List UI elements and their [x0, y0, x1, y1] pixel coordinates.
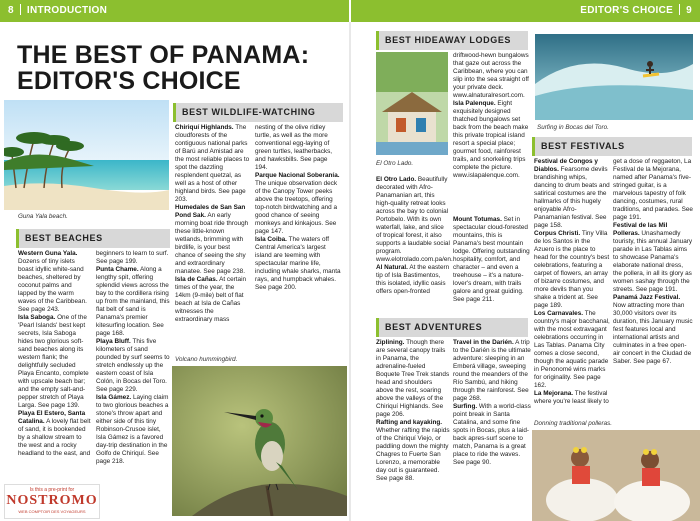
entry-paragraph: [96, 266, 170, 338]
entry-title: Rafting and kayaking.: [376, 419, 443, 426]
entry-text: The waters off Central America's largest island are teeming with spectacular marine life, including whale sharks, manta rays, and humpback whales. See page 200.: [255, 236, 341, 291]
entry-text: Eight exquisitely designed thatched bungalows set back from the beach make this private tropical island resort a special place; gourmet food, rainforest trails, and snorkeling trips complete the picture. www.islapalenque.com.: [453, 100, 529, 179]
entry-text: Dozens of tiny islets boast idyllic white-sand beaches, sheltered by coconut palms and lapped by the warm waves of the Caribbean. See page 243.: [18, 258, 87, 313]
entry-title: El Otro Lado.: [376, 176, 417, 183]
entry-title: Al Natural.: [376, 264, 408, 271]
entry-text: get a dose of reggaeton, La Festival de la Mejorana, named after Panama's five-stringed guitar, is a marvelous tapestry of folk dancing, costumes, rural traditions, and parades. See page 191.: [613, 158, 693, 221]
entry-text: Unashamedly touristy, this annual January parade in Las Tablas aims to showcase Panama's elaborate national dress, the pollera, in all its glory as women sashay through the streets. See page 191.: [613, 230, 693, 293]
watermark-stamp: [4, 484, 100, 519]
wildlife-column-2: [255, 124, 341, 292]
left-section-label: INTRODUCTION: [26, 5, 108, 16]
entry-text: The unique observation deck of the Canopy Tower peeks above the treetops, offering top-notch birdwatching and a good chance of seeing monkeys and kinkajous. See page 147.: [255, 180, 338, 235]
entry-paragraph: [534, 390, 610, 406]
entry-text: Now attracting more than 30,000 visitors over its duration, this January music fest features local and international artists and culminates in a free open-air concert in the Ciudad de Saber. See page 67.: [613, 302, 693, 365]
entry-text: driftwood-hewn bungalows that gaze out across the Caribbean, where you can slip into the sea straight off your private deck. www.alnaturalresort.com.: [453, 52, 529, 99]
entry-text: beginners to learn to surf. See page 199.: [96, 250, 169, 265]
entry-text: The cloudforests of the contiguous national parks of Barú and Amistad are the most reliable places to spot the dazzling resplendent quetzal, as well as a host of other highland birds. See page 203.: [175, 124, 250, 203]
best-lodges-heading: BEST HIDEAWAY LODGES: [376, 31, 528, 50]
entry-title: Travel in the Darién.: [453, 339, 514, 346]
entry-title: Playa El Estero, Santa Catalina.: [18, 410, 86, 425]
left-page-header: [0, 0, 349, 22]
entry-title: Corpus Christi.: [534, 230, 581, 237]
entry-text: A lovely flat belt of sand, it is bookended by a shallow stream to the west and a rocky headland to the east, and: [18, 418, 91, 457]
header-divider: [20, 4, 21, 15]
stamp-name: NOSTROMO: [6, 493, 98, 508]
entry-text: Laying claim to two glorious beaches a stone's throw apart and either side of this tiny Robinson-Crusoe islet, Isla Gámez is a favored day-trip destination in the Golfo de Chiriquí. See page 218.: [96, 394, 169, 465]
beaches-column-2: [96, 250, 170, 466]
entry-paragraph: [534, 310, 610, 390]
beaches-column-1: [18, 250, 92, 458]
entry-paragraph: [613, 294, 693, 366]
entry-paragraph: [18, 250, 92, 314]
hummingbird-caption: Volcano hummingbird.: [175, 356, 238, 363]
entry-title: Parque Nacional Soberanía.: [255, 172, 340, 179]
entry-title: Playa Bluff.: [96, 338, 131, 345]
entry-text: With a world-class point break in Santa Catalina, and some fine spots in Bocas, plus a laid-back apres-surf scene to match, Panama is a great place to ride the waves. See page 90.: [453, 403, 531, 466]
entry-text: Set in spectacular cloud-forested mountains, this is Panama's best mountain lodge. Offering outstanding hospitality, comfort, and character – and even a treehouse – it's a nature-lover's dream, with trails galore and great guiding. See page 211.: [453, 216, 530, 303]
entry-paragraph: [96, 338, 170, 394]
guna-yala-beach-photo: [4, 100, 169, 210]
entry-paragraph: [175, 124, 251, 204]
entry-text: Along a lengthy spit, offering splendid views across the bay to the cordillera rising up from the mainland, this flat belt of sand is Panama's premier kitesurfing location. See page 168.: [96, 266, 170, 337]
stamp-top-text: Is this a pre-print for: [29, 487, 75, 493]
entry-title: Western Guna Yala.: [18, 250, 78, 257]
left-page-number: 8: [8, 5, 14, 16]
entry-paragraph: [255, 236, 341, 292]
entry-title: Punta Chame.: [96, 266, 139, 273]
entry-text: Tiny Villa de los Santos in the Azuero is the place to head for the country's best celebrations, featuring a carpet of flowers, an array of bizarre costumes, and more devils than you shake a trident at. See page 189.: [534, 230, 610, 309]
entry-paragraph: [453, 216, 531, 304]
entry-paragraph: [18, 410, 92, 458]
wildlife-column-1: [175, 124, 251, 324]
entry-paragraph: [376, 264, 450, 296]
entry-title: Isla de Cañas.: [175, 276, 218, 283]
entry-paragraph: [96, 394, 170, 466]
entry-paragraph: [613, 222, 693, 294]
entry-title: Isla Saboga.: [18, 314, 56, 321]
entry-paragraph: [453, 339, 531, 403]
entry-paragraph: [18, 314, 92, 410]
entry-text: The festival where you're least likely to: [534, 390, 609, 405]
entry-title: Isla Palenque.: [453, 100, 496, 107]
entry-title: Surfing.: [453, 403, 478, 410]
lodges-column-2: [453, 216, 531, 304]
best-festivals-heading: BEST FESTIVALS: [532, 137, 692, 156]
entry-text: Fearsome devils brandishing whips, dancing to drum beats and satirical costumes are the hallmarks of this hugely enjoyable Afro-Panamanian festival. See page 158.: [534, 166, 610, 229]
best-beaches-heading: BEST BEACHES: [16, 229, 170, 248]
entry-text: An early morning boat ride through these little-known wetlands, brimming with birdlife, is your best chance of seeing the shy and extraordinary manatee. See page 238.: [175, 212, 249, 275]
entry-title: Los Carnavales.: [534, 310, 584, 317]
header-divider: [679, 4, 680, 15]
entry-paragraph: [255, 124, 341, 172]
entry-text: The country's major bacchanal, with the most extravagant celebrations occurring in Las Tablas. Panama City comes a close second, though the aquatic parade in Penonomé wins marks for originality. See page 162.: [534, 310, 610, 389]
right-section-label: EDITOR'S CHOICE: [580, 5, 674, 16]
right-page-header: [351, 0, 700, 22]
entry-paragraph: [453, 403, 531, 467]
entry-paragraph: [534, 158, 610, 230]
entry-paragraph: [376, 419, 450, 483]
entry-text: At certain times of the year, the 14km (9-mile) belt of flat beach at Isla de Cañas witnesses the extraordinary mass: [175, 276, 247, 323]
entry-paragraph: [613, 158, 693, 222]
entry-paragraph: [453, 52, 531, 100]
el-otro-lado-caption: El Otro Lado.: [376, 160, 414, 167]
lodges-column-1: [376, 176, 453, 296]
lodges-top-column: [453, 52, 531, 180]
entry-title: Festival de Congos y Diablos.: [534, 158, 598, 173]
stamp-bottom-text: WEB COMPTOIR DES VOYAGEURS: [18, 509, 86, 514]
entry-title: La Mejorana.: [534, 390, 574, 397]
entry-text: Beautifully decorated with Afro-Panamanian art, this high-quality retreat looks across the bay to colonial Portobelo. With its own waterfall, lake, and slice of tropical forest, it also supports a laudable social program. www.elotrolado.com.pa/en.: [376, 176, 453, 263]
entry-title: Festival de las Mil Polleras.: [613, 222, 668, 237]
right-page-number: 9: [686, 5, 692, 16]
entry-paragraph: [453, 100, 531, 180]
entry-paragraph: [175, 276, 251, 324]
adventures-column-2: [453, 339, 531, 467]
entry-text: A trip to the Darién is the ultimate adventure: sleeping in an Emberá village, sweeping round the meanders of the Río Sambú, and hiking through the rainforest. See page 268.: [453, 339, 531, 402]
entry-text: nesting of the olive ridley turtle, as well as the more conventional egg-laying of green turtles, leatherbacks, and hawksbills. See page 194.: [255, 124, 333, 171]
festivals-column-1: [534, 158, 610, 406]
entry-paragraph: [255, 172, 341, 236]
guna-yala-caption: Guna Yala beach.: [18, 213, 68, 220]
festivals-column-2: [613, 158, 693, 366]
entry-paragraph: [96, 250, 170, 266]
entry-title: Panamá Jazz Festival.: [613, 294, 681, 301]
entry-text: At the eastern tip of Isla Bastimentos, this isolated, idyllic oasis offers open-fronted: [376, 264, 450, 295]
surfing-photo: [535, 34, 693, 120]
page-gutter: [349, 22, 351, 521]
entry-text: Though there are several canopy trails in Panama, the adrenaline-fueled Boquete Tree Trek stands head and shoulders above the rest, soaring above the valleys of the Chiriquí Highlands. See page 206.: [376, 339, 450, 418]
entry-text: Whether rafting the rapids of the Chiriquí Viejo, or paddling down the mighty Chagres to Fuerte San Lorenzo, a memorable day out is guaranteed. See page 88.: [376, 427, 450, 482]
entry-paragraph: [175, 204, 251, 276]
surfing-caption: Surfing in Bocas del Toro.: [537, 124, 609, 131]
page-title: THE BEST OF PANAMA: EDITOR'S CHOICE: [17, 41, 310, 95]
el-otro-lado-photo: [376, 52, 448, 155]
entry-text: This five kilometers of sand pounded by surf seems to stretch endlessly up the eastern coast of Isla Colón, in Bocas del Toro. See page 229.: [96, 338, 170, 393]
dancers-photo: [532, 430, 700, 521]
entry-title: Humedales de San San Pond Sak.: [175, 204, 246, 219]
entry-title: Chiriquí Highlands.: [175, 124, 234, 131]
entry-title: Ziplining.: [376, 339, 405, 346]
entry-text: One of the 'Pearl Islands' best kept secrets, Isla Saboga hides two glorious soft-sand beaches along its western flank; the delightfully secluded Playa Encanto, complete with upscale beach bar; and the empty salt-and-pepper stretch of Playa Larga. See page 139.: [18, 314, 89, 409]
hummingbird-photo: [172, 366, 347, 516]
adventures-column-1: [376, 339, 450, 483]
entry-paragraph: [376, 176, 453, 264]
best-adventures-heading: BEST ADVENTURES: [376, 318, 528, 337]
entry-title: Isla Coiba.: [255, 236, 287, 243]
entry-title: Isla Gámez.: [96, 394, 132, 401]
entry-title: Mount Totumas.: [453, 216, 502, 223]
entry-paragraph: [534, 230, 610, 310]
dancers-caption: Donning traditional polleras.: [534, 420, 613, 427]
best-wildlife-heading: BEST WILDLIFE-WATCHING: [173, 103, 343, 122]
entry-paragraph: [376, 339, 450, 419]
